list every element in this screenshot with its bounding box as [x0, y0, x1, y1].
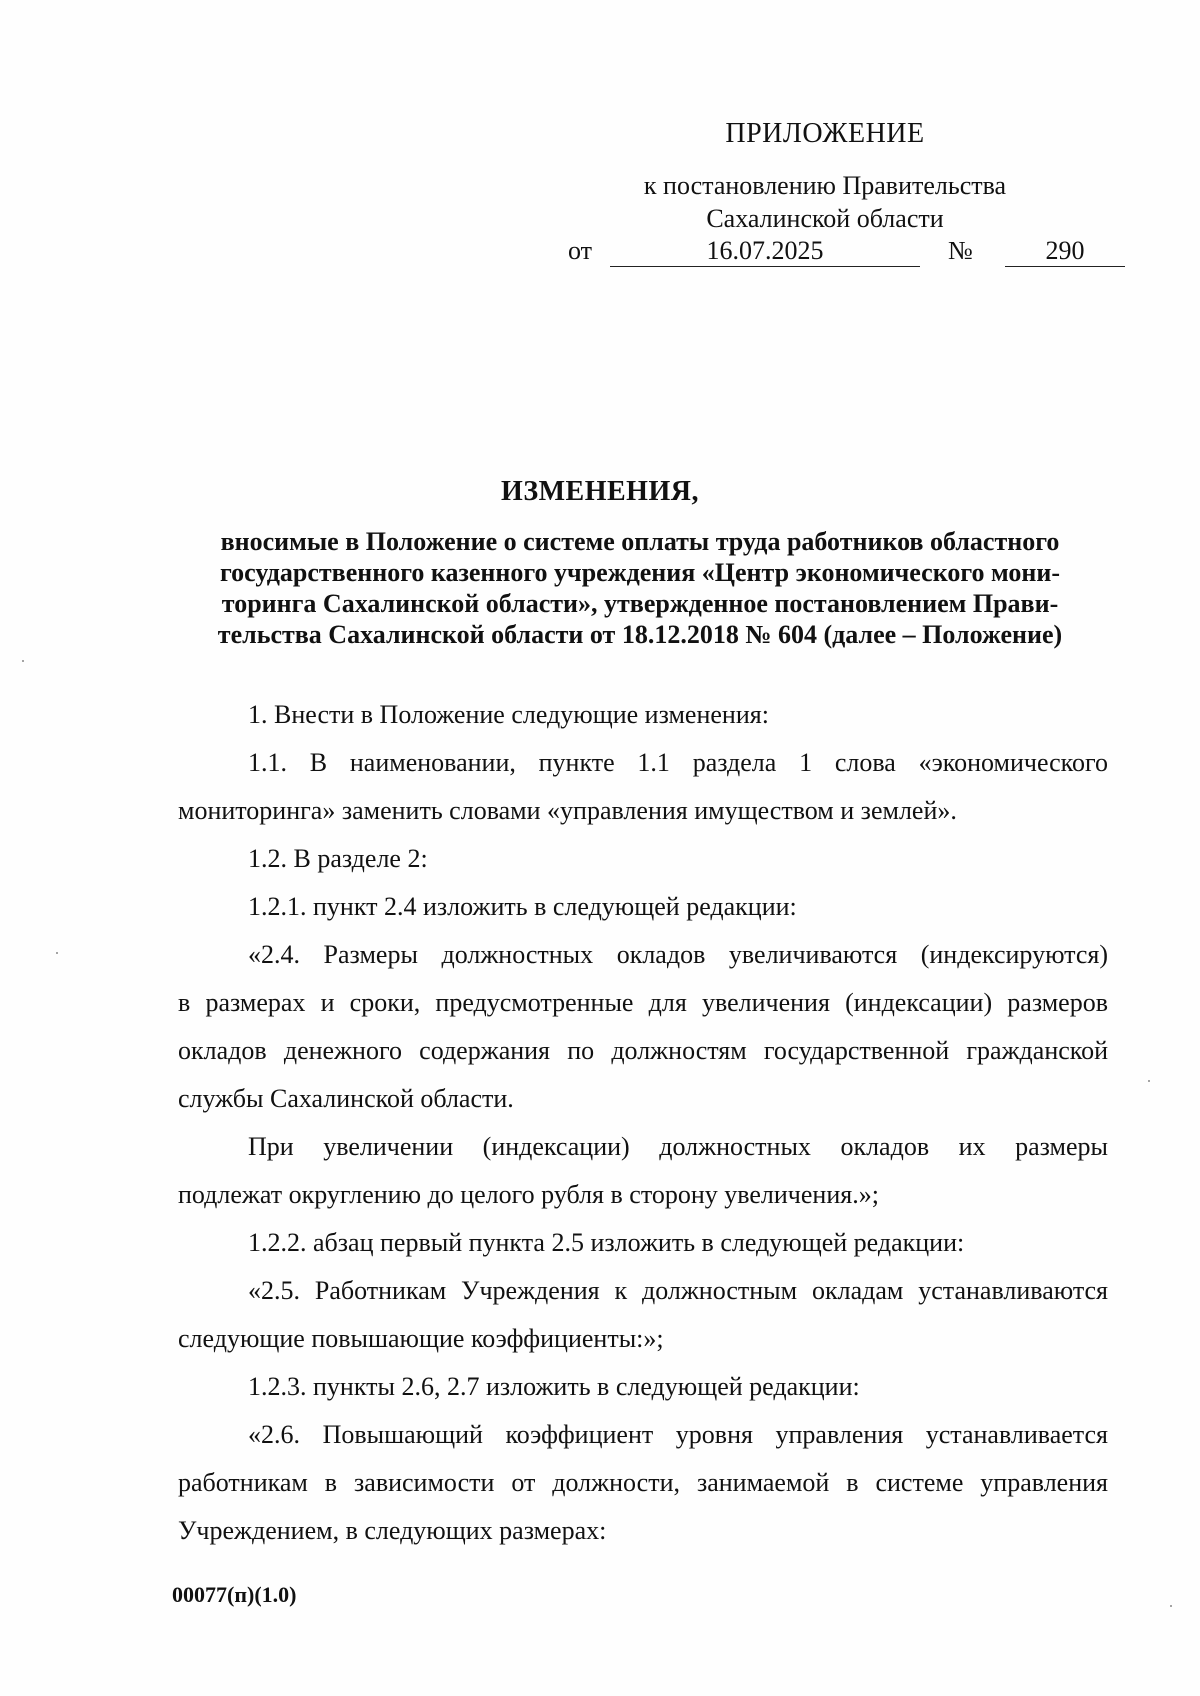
- subheading-line: государственного казенного учреждения «Центр экономического мони-: [220, 558, 1060, 587]
- body-line: 1.1. В наименовании, пункте 1.1 раздела 1 слова «экономического: [248, 748, 1108, 777]
- subheading-line: тельства Сахалинской области от 18.12.2018 № 604 (далее – Положение): [217, 620, 1063, 649]
- body-line: службы Сахалинской области.: [178, 1084, 514, 1113]
- scan-speck: [56, 952, 58, 954]
- body-line: «2.4. Размеры должностных окладов увеличиваются (индексируются): [248, 940, 1108, 969]
- footer-form-code: 00077(п)(1.0): [172, 1582, 297, 1607]
- body-line: окладов денежного содержания по должностям государственной гражданской: [178, 1036, 1108, 1065]
- appendix-title: ПРИЛОЖЕНИЕ: [725, 118, 925, 149]
- body-line: «2.5. Работникам Учреждения к должностным окладам устанавливаются: [248, 1276, 1108, 1305]
- appendix-line-2: Сахалинской области: [706, 204, 944, 233]
- body-line: 1.2.3. пункты 2.6, 2.7 изложить в следующей редакции:: [248, 1372, 860, 1401]
- body-line: «2.6. Повышающий коэффициент уровня управления устанавливается: [248, 1420, 1108, 1449]
- document-number: 290: [1005, 236, 1125, 267]
- date-prefix: от: [568, 236, 593, 265]
- body-line: подлежат округлению до целого рубля в сторону увеличения.»;: [178, 1180, 879, 1209]
- date-number-row: [568, 236, 1128, 270]
- document-date: 16.07.2025: [610, 236, 920, 267]
- body-line: Учреждением, в следующих размерах:: [178, 1516, 607, 1545]
- body-line: 1.2.2. абзац первый пункта 2.5 изложить в следующей редакции:: [248, 1228, 965, 1257]
- appendix-line-1: к постановлению Правительства: [643, 171, 1007, 200]
- scan-speck: [1170, 1605, 1172, 1607]
- subheading-line: торинга Сахалинской области», утвержденное постановлением Прави-: [221, 589, 1059, 618]
- subheading-line: вносимые в Положение о системе оплаты труда работников областного: [220, 527, 1060, 556]
- body-line: 1.2. В разделе 2:: [248, 844, 428, 873]
- document-subheading: [180, 526, 1100, 650]
- body-line: 1. Внести в Положение следующие изменения:: [248, 700, 769, 729]
- body-line: 1.2.1. пункт 2.4 изложить в следующей редакции:: [248, 892, 797, 921]
- scan-speck: [22, 660, 24, 662]
- document-heading: ИЗМЕНЕНИЯ,: [501, 476, 699, 507]
- body-line: следующие повышающие коэффициенты:»;: [178, 1324, 664, 1353]
- body-line: При увеличении (индексации) должностных окладов их размеры: [248, 1132, 1108, 1161]
- number-prefix: №: [948, 236, 973, 265]
- scan-speck: [1148, 1080, 1150, 1082]
- body-line: мониторинга» заменить словами «управления имуществом и землей».: [178, 796, 957, 825]
- body-line: работникам в зависимости от должности, занимаемой в системе управления: [178, 1468, 1108, 1497]
- body-line: в размерах и сроки, предусмотренные для увеличения (индексации) размеров: [178, 988, 1108, 1017]
